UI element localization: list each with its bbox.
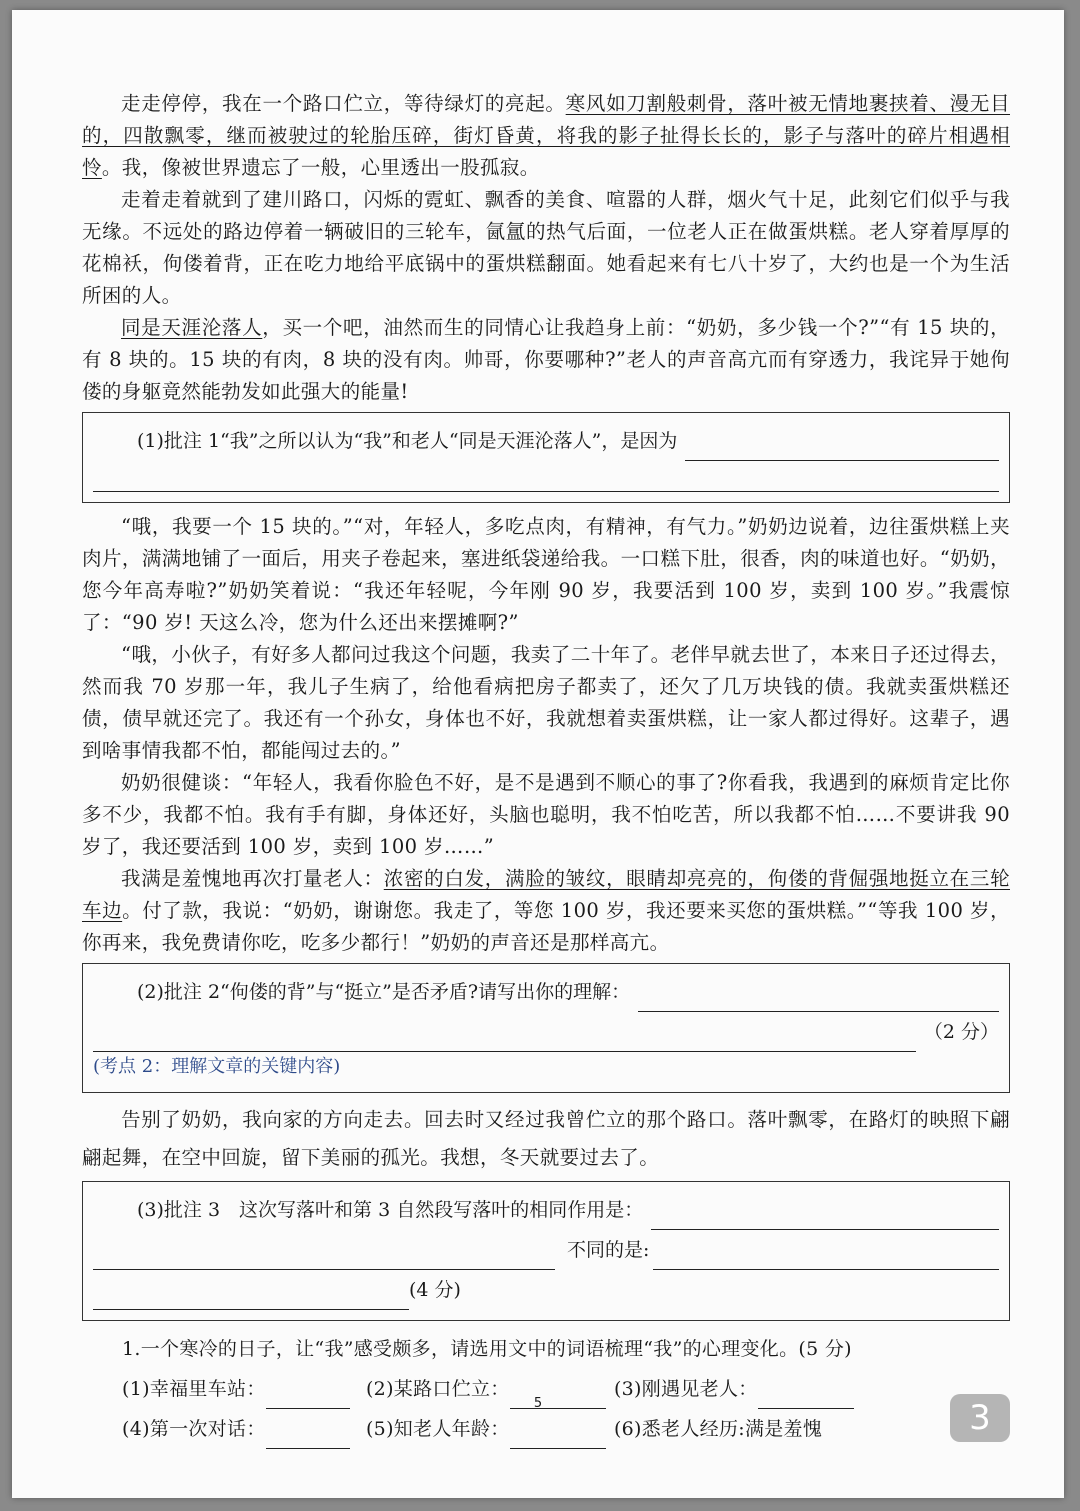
underlined-annotation-3: 寒风如刀割般刺骨，落叶被无情地裹挟着、漫无目的，四散飘零，继而被驶过的轮胎压碎，街灯昏黄，将我的影子扯得长长的，影子与落叶的碎片相遇相怜: [82, 92, 1010, 179]
annotation-3-prompt: (3)批注 3 这次写落叶和第 3 自然段写落叶的相同作用是：: [137, 1199, 644, 1221]
paragraph-3: 同是天涯沦落人，买一个吧，油然而生的同情心让我趋身上前：“奶奶，多少钱一个?”“有 15 块的，有 8 块的。15 块的有肉，8 块的没有肉。帅哥，你要哪种?”老人的声音高亢而有穿透力，我诧异于她佝偻的身躯竟然能勃发如此强大的能量!: [82, 316, 1010, 403]
keypoint-label: (考点 2：理解文章的关键内容): [93, 1056, 341, 1077]
paragraph-7: 我满是羞愧地再次打量老人：浓密的白发，满脸的皱纹，眼睛却亮亮的，佝偻的背倔强地挺立在三轮车边。付了款，我说：“奶奶，谢谢您。我走了，等您 100 岁，我还要来买您的蛋烘糕。”“等我 100 岁，你再来，我免费请你吃，吃多少都行！”奶奶的声音还是那样高亢。: [82, 867, 1010, 954]
annotation-box-3: [82, 1181, 1010, 1321]
question-1-item-4: (4)第一次对话：: [122, 1418, 266, 1440]
page-count-badge: 3: [950, 1394, 1010, 1442]
annotation-3-diff-label: 不同的是:: [567, 1239, 650, 1261]
document-content: [82, 88, 1010, 1449]
answer-blank-2a[interactable]: [638, 985, 999, 1012]
annotation-3-score: (4 分): [409, 1279, 461, 1301]
question-1-item-3: (3)刚遇见老人：: [613, 1378, 758, 1400]
question-1-item-5: (5)知老人年龄：: [365, 1418, 510, 1440]
paragraph-1: 走走停停，我在一个路口伫立，等待绿灯的亮起。寒风如刀割般刺骨，落叶被无情地裹挟着、漫无目的，四散飘零，继而被驶过的轮胎压碎，街灯昏黄，将我的影子扯得长长的，影子与落叶的碎片相遇相怜。我，像被世界遗忘了一般，心里透出一股孤寂。: [82, 92, 1010, 179]
paragraph-2: 走着走着就到了建川路口，闪烁的霓虹、飘香的美食、喧嚣的人群，烟火气十足，此刻它们似乎与我无缘。不远处的路边停着一辆破旧的三轮车，氤氲的热气后面，一位老人正在做蛋烘糕。老人穿着厚厚的花棉袄，佝偻着背，正在吃力地给平底锅中的蛋烘糕翻面。她看起来有七八十岁了，大约也是一个为生活所困的人。: [82, 188, 1010, 307]
answer-blank-3d[interactable]: [93, 1283, 409, 1310]
question-1-row-2: [122, 1409, 1010, 1449]
answer-blank-3a[interactable]: [651, 1203, 999, 1230]
paragraph-5: “哦，小伙子，有好多人都问过我这个问题，我卖了二十年了。老伴早就去世了，本来日子还过得去，然而我 70 岁那一年，我儿子生病了，给他看病把房子都卖了，还欠了几万块钱的债。我就卖蛋烘糕还债，债早就还完了。我还有一个孙女，身体也不好，我就想着卖蛋烘糕，让一家人都过得好。这辈子，遇到啥事情我都不怕，都能闯过去的。”: [82, 643, 1010, 762]
answer-blank-q1-5[interactable]: [510, 1424, 606, 1449]
answer-blank-1a[interactable]: [685, 434, 999, 461]
annotation-box-2: [82, 963, 1010, 1093]
question-1-item-2: (2)某路口伫立：: [365, 1378, 510, 1400]
annotation-2-prompt: (2)批注 2“佝偻的背”与“挺立”是否矛盾?请写出你的理解：: [137, 981, 631, 1003]
answer-blank-1b[interactable]: [93, 461, 999, 492]
answer-blank-2b[interactable]: [93, 1025, 916, 1052]
question-1-item-6: (6)悉老人经历:满是羞愧: [613, 1418, 823, 1440]
page-number: 5: [533, 1396, 543, 1411]
paragraph-4: “哦，我要一个 15 块的。”“对，年轻人，多吃点肉，有精神，有气力。”奶奶边说着，边往蛋烘糕上夹肉片，满满地铺了一面后，用夹子卷起来，塞进纸袋递给我。一口糕下肚，很香，肉的味道也好。“奶奶，您今年高寿啦?”奶奶笑着说：“我还年轻呢，今年刚 90 岁，我要活到 100 岁，卖到 100 岁。”我震惊了：“90 岁! 天这么冷，您为什么还出来摆摊啊?”: [82, 515, 1010, 634]
annotation-box-1: [82, 412, 1010, 503]
paragraph-8: 告别了奶奶，我向家的方向走去。回去时又经过我曾伫立的那个路口。落叶飘零，在路灯的映照下翩翩起舞，在空中回旋，留下美丽的孤光。我想，冬天就要过去了。: [82, 1108, 1010, 1169]
answer-blank-3b[interactable]: [93, 1243, 555, 1270]
annotation-2-score: （2 分）: [923, 1021, 999, 1043]
underlined-annotation-1: 同是天涯沦落人: [121, 316, 263, 339]
answer-blank-3c[interactable]: [653, 1243, 999, 1270]
answer-blank-q1-4[interactable]: [266, 1424, 350, 1449]
question-1: [82, 1329, 1010, 1449]
question-1-title: 1.一个寒冷的日子，让“我”感受颇多，请选用文中的词语梳理“我”的心理变化。(5 分): [122, 1338, 852, 1360]
paragraph-6: 奶奶很健谈：“年轻人，我看你脸色不好，是不是遇到不顺心的事了?你看我，我遇到的麻烦肯定比你多不少，我都不怕。我有手有脚，身体还好，头脑也聪明，我不怕吃苦，所以我都不怕……不要讲我 90 岁了，我还要活到 100 岁，卖到 100 岁……”: [82, 771, 1010, 858]
underlined-annotation-2: 浓密的白发，满脸的皱纹，眼睛却亮亮的，佝偻的背倔强地挺立在三轮车边: [82, 867, 1010, 922]
document-page: [12, 10, 1064, 1498]
question-1-item-1: (1)幸福里车站：: [122, 1378, 266, 1400]
annotation-1-prompt: (1)批注 1“我”之所以认为“我”和老人“同是天涯沦落人”，是因为: [137, 430, 678, 452]
